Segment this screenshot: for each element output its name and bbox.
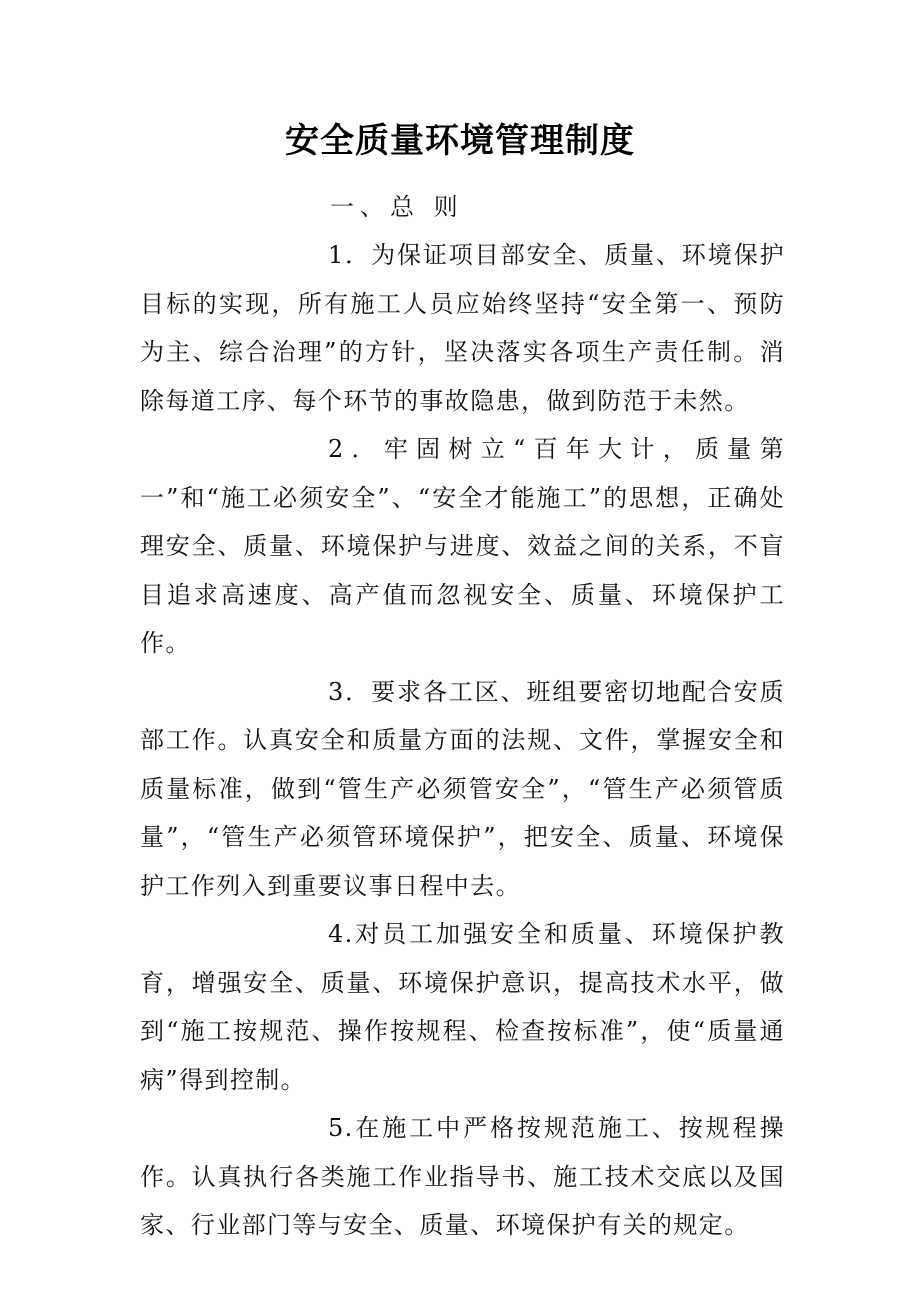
section-heading: 一、总 则 bbox=[330, 193, 464, 221]
paragraph-1: 1．为保证项目部安全、质量、环境保护目标的实现，所有施工人员应始终坚持“安全第一、预防为主、综合治理”的方针，坚决落实各项生产责任制。消除每道工序、每个环节的事故隐患，做到防范于未然。 bbox=[140, 241, 785, 415]
document-title: 安全质量环境管理制度 bbox=[285, 121, 635, 161]
paragraph-3: 3．要求各工区、班组要密切地配合安质部工作。认真安全和质量方面的法规、文件，掌握安全和质量标准，做到“管生产必须管安全”，“管生产必须管质量”，“管生产必须管环境保护”，把安全、质量、环境保护工作列入到重要议事日程中去。 bbox=[140, 677, 785, 900]
paragraph-5: 5.在施工中严格按规范施工、按规程操作。认真执行各类施工作业指导书、施工技术交底以及国家、行业部门等与安全、质量、环境保护有关的规定。 bbox=[140, 1114, 785, 1239]
document-body bbox=[140, 231, 785, 1250]
paragraph-2: 2．牢固树立“百年大计，质量第一”和“施工必须安全”、“安全才能施工”的思想，正确处理安全、质量、环境保护与进度、效益之间的关系，不盲目追求高速度、高产值而忽视安全、质量、环境保护工作。 bbox=[140, 435, 785, 657]
paragraph-4: 4.对员工加强安全和质量、环境保护教育，增强安全、质量、环境保护意识，提高技术水平，做到“施工按规范、操作按规程、检查按标准”，使“质量通病”得到控制。 bbox=[140, 920, 785, 1094]
